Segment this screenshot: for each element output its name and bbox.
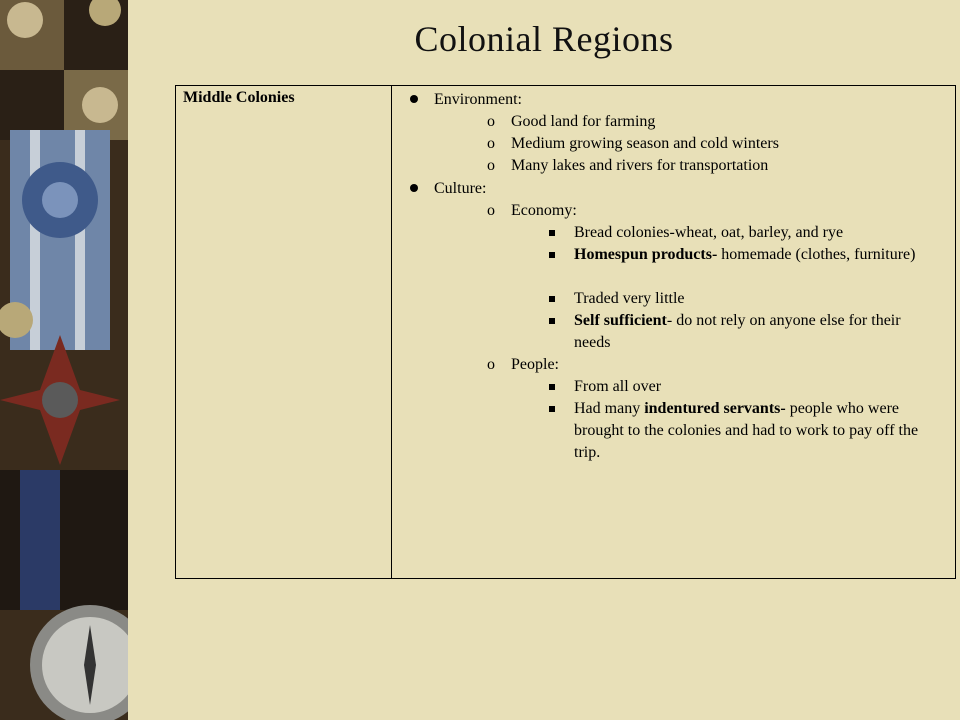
slide-title: Colonial Regions [414, 19, 674, 59]
circle-bullet-icon: o [487, 113, 495, 130]
outline-subitem: o Many lakes and rivers for transportation [487, 155, 744, 177]
economy-item: Homespun products- homemade (clothes, furniture) [547, 244, 925, 266]
outline-subitem-people: o People: [487, 354, 535, 376]
circle-bullet-icon: o [487, 356, 495, 373]
economy-item: Self sufficient- do not rely on anyone else for their needs [547, 310, 925, 354]
people-item: Had many indentured servants- people who were brought to the colonies and had to work to pay off the trip. [547, 398, 925, 464]
economy-item: Bread colonies-wheat, oat, barley, and rye [547, 222, 925, 244]
content-table [175, 85, 956, 579]
people-item: From all over [547, 376, 925, 398]
outline-item-environment: Environment: [407, 89, 495, 111]
region-column [176, 86, 392, 578]
outline-item-culture: Culture: [407, 178, 459, 200]
region-label: Middle Colonies [183, 89, 295, 106]
outline-subitem-economy: o Economy: [487, 200, 553, 222]
circle-bullet-icon: o [487, 135, 495, 152]
circle-bullet-icon: o [487, 157, 495, 174]
decorative-sidebar-image [0, 0, 128, 720]
outline-subitem: o Good land for farming [487, 111, 631, 133]
economy-item: Traded very little [547, 288, 925, 310]
details-column [392, 86, 955, 578]
outline-subitem: o Medium growing season and cold winters [487, 133, 755, 155]
circle-bullet-icon: o [487, 202, 495, 219]
